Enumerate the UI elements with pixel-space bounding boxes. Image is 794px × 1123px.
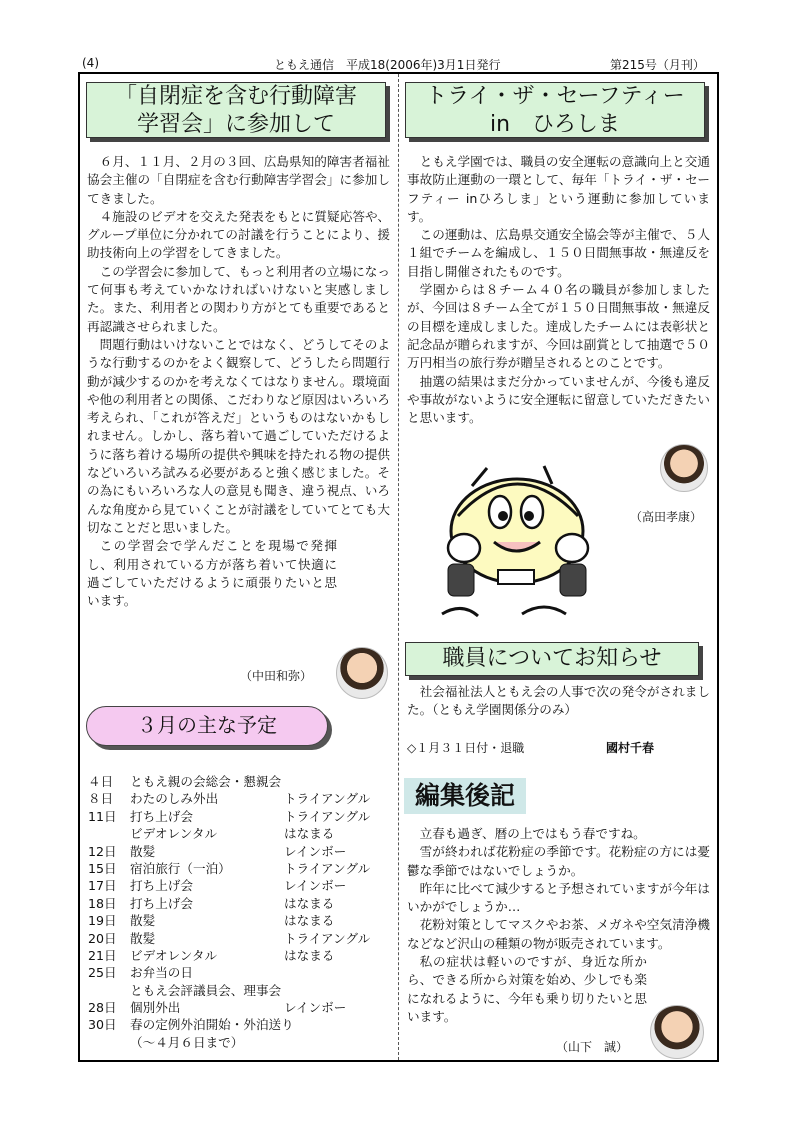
author-photo	[660, 444, 708, 492]
schedule-row: ８日 わたのしみ外出 トライアングル	[88, 791, 371, 807]
left-paragraph: この学習会で学んだことを現場で発揮し、利用されている方が落ち着いて快適に過ごしていただけるように頑張りたいと思います。	[87, 538, 337, 609]
left-signature: （中田和弥）	[240, 669, 313, 683]
right-title-line1: トライ・ザ・セーフティー	[425, 84, 685, 109]
column-divider	[398, 74, 399, 1060]
staff-notice-item: ◇１月３１日付・退職	[407, 741, 525, 755]
schedule-row: 18日 打ち上げ会 はなまる	[88, 895, 335, 911]
left-paragraph: 問題行動はいけないことではなく、どうしてそのような行動するのかをよく観察して、どうしたら問題行動が減少するのかを考えなくてはなりません。環境面や他の利用者との関係、こだわりなど原因はいろいろ考えられ、「これが答えだ」というものはないかもしれません。しかし、落ち着いて過ごしていただけるように落ち着ける場所の提供や興味を持たれる物の提供などいろいろ試みる必要があると強く感じました。その為にもいろいろな人の意見も聞き、違う視点、いろんな角度から見ていくことが討議をしていてとても大切なことだと思いました。	[87, 336, 391, 535]
schedule-title: ３月の主な予定	[86, 706, 328, 746]
left-paragraph: この学習会に参加して、もっと利用者の立場になって何事も考えていかなければいけないと実感しました。また、利用者との関わり方がとても重要であると再認識させられました。	[87, 263, 390, 334]
schedule-row: 11日 打ち上げ会 トライアングル	[88, 808, 371, 824]
issue-number: 第215号（月刊）	[610, 58, 705, 72]
schedule-row: ビデオレンタル はなまる	[130, 826, 335, 842]
right-paragraph: ともえ学園では、職員の安全運転の意識向上と交通事故防止運動の一環として、毎年「トライ・ザ・セーフティー inひろしま」という運動に参加しています。	[407, 154, 710, 224]
page-number: (4)	[82, 56, 99, 70]
schedule-row: 12日 散髪 レインボー	[88, 843, 347, 859]
schedule-row: ４日 ともえ親の会総会・懇親会	[88, 774, 282, 789]
right-article-body	[407, 153, 710, 427]
left-article-title	[86, 82, 386, 138]
schedule-row: 21日 ビデオレンタル はなまる	[88, 947, 335, 963]
author-photo	[650, 1005, 704, 1059]
right-title-line2: in ひろしま	[489, 112, 621, 137]
postscript-body: 立春も過ぎ、暦の上ではもう春ですね。 雪が終われば花粉症の季節です。花粉症の方には憂鬱な季節ではないでしょうか。 昨年に比べて減少すると予想されていますが今年はいかがでしょうか… 花粉対策としてマスクやお茶、メガネや空気清浄機などなど沢山の種類の物が販売されています。 私の症状は軽いのですが、身近な所から、できる所から対策を始め、少しでも楽になれるように、今年も乗り切りたいと思います。	[407, 826, 710, 1024]
newsletter-title: ともえ通信 平成18(2006年)3月1日発行	[274, 58, 501, 72]
right-signature: （高田孝康）	[630, 510, 703, 524]
schedule-row: （～４月６日まで）	[130, 1034, 244, 1050]
schedule-row: 20日 散髪 トライアングル	[88, 930, 371, 946]
staff-notice-name: 國村千春	[606, 741, 655, 755]
left-title-line2: 学習会」に参加して	[136, 112, 335, 137]
right-paragraph: 学園からは８チーム４０名の職員が参加しましたが、今回は８チーム全てが１５０日間無事故・無違反の目標を達成しました。達成したチームには表彰状と記念品が贈られますが、今回は副賞として抽選で５０万円相当の旅行券が贈呈されるとのことです。	[407, 282, 710, 371]
postscript-title: 編集後記	[404, 778, 526, 814]
schedule-row: 15日 宿泊旅行（一泊） トライアングル	[88, 860, 371, 876]
author-photo	[336, 647, 388, 699]
right-paragraph: 抽選の結果はまだ分かっていませんが、今後も違反や事故がないように安全運転に留意していただきたいと思います。	[407, 373, 710, 426]
schedule-list	[88, 771, 394, 1049]
staff-notice-text: 社会福祉法人ともえ会の人事で次の発令がされました。（ともえ学園関係分のみ）	[407, 684, 710, 718]
right-paragraph: この運動は、広島県交通安全協会等が主催で、５人１組でチームを編成し、１５０日間無事故・無違反を目指し開催されたものです。	[407, 227, 710, 279]
staff-notice-title: 職員についてお知らせ	[405, 642, 699, 676]
schedule-row: 17日 打ち上げ会 レインボー	[88, 878, 347, 894]
schedule-row: 30日 春の定例外泊開始・外泊送り	[88, 1017, 294, 1033]
car-mascot-illustration	[432, 456, 602, 626]
left-paragraph: ４施設のビデオを交えた発表をもとに質疑応答や、グループ単位に分かれての討議を行うことにより、援助技術向上の学習をしてきました。	[87, 208, 390, 261]
left-article-body	[87, 153, 390, 610]
left-title-line1: 「自閉症を含む行動障害	[114, 84, 357, 109]
schedule-row: 28日 個別外出 レインボー	[88, 1000, 347, 1016]
schedule-row: ともえ会評議員会、理事会	[130, 982, 282, 998]
right-article-title	[405, 82, 705, 138]
schedule-row: 19日 散髪 はなまる	[88, 913, 335, 929]
schedule-row: 25日 お弁当の日	[88, 965, 193, 981]
postscript-signature: （山下 誠）	[556, 1040, 629, 1054]
page-header	[78, 54, 720, 74]
left-paragraph: ６月、１１月、２月の３回、広島県知的障害者福祉協会主催の「自閉症を含む行動障害学習会」に参加してきました。	[87, 154, 390, 206]
